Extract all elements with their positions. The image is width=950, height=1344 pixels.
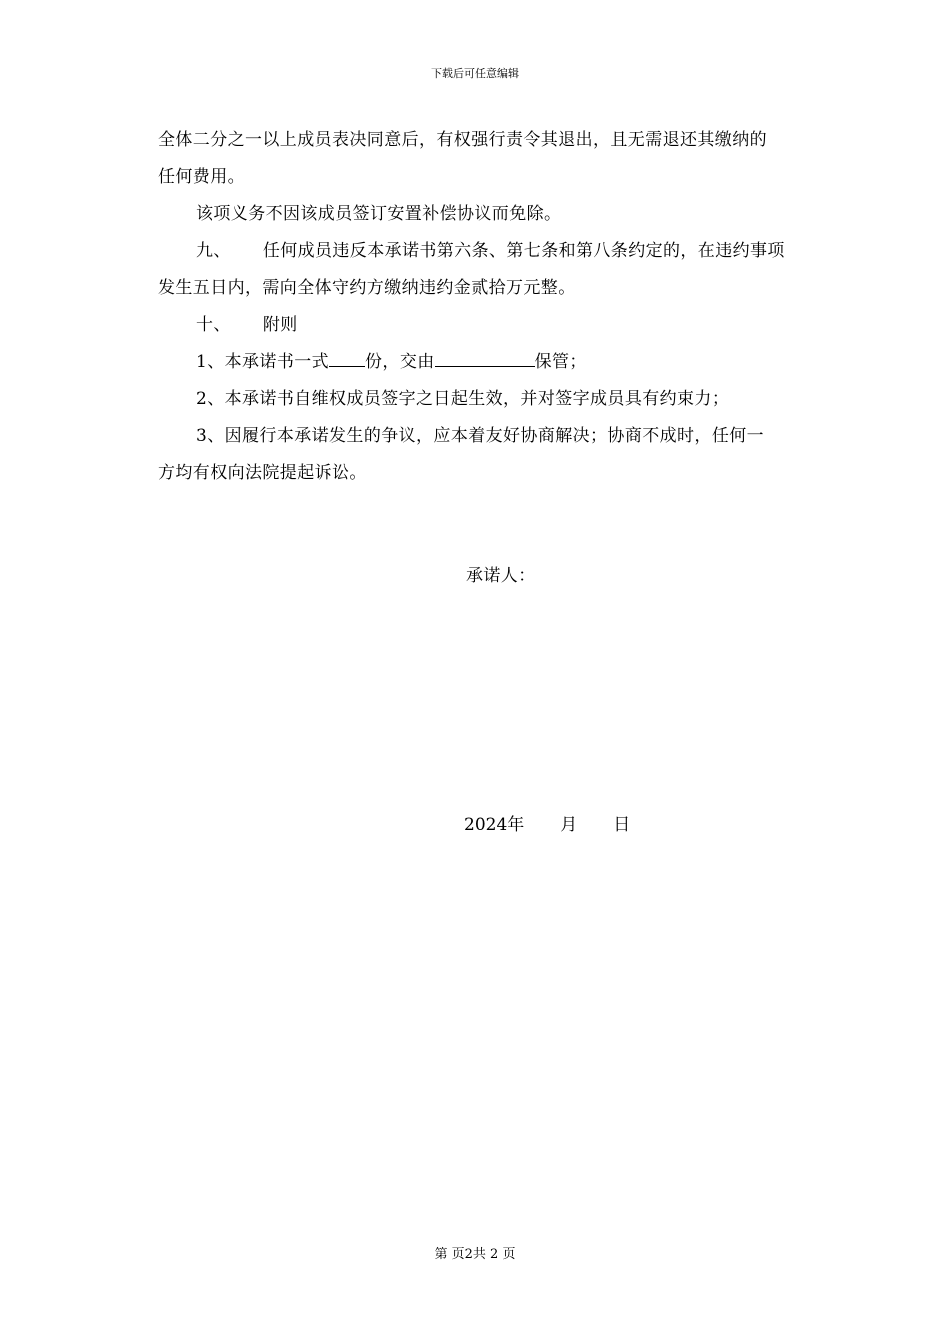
date-line	[464, 813, 630, 837]
paragraph-line: 该项义务不因该成员签订安置补偿协议而免除。	[196, 204, 562, 224]
clause-title: 附则	[262, 315, 298, 335]
date-day: 日	[613, 815, 631, 835]
item-text: 保管；	[534, 352, 587, 372]
paragraph-line: 全体二分之一以上成员表决同意后，有权强行责令其退出，且无需退还其缴纳的	[158, 130, 767, 150]
date-month: 月	[560, 815, 578, 835]
paragraph-line: 任何费用。	[158, 167, 245, 187]
clause-ten	[158, 307, 842, 344]
appendix-item-3: 3、因履行本承诺发生的争议，应本着友好协商解决；协商不成时，任何一	[196, 426, 765, 446]
item-text: 1、本承诺书一式	[196, 352, 330, 372]
copies-blank	[329, 348, 365, 367]
paragraph-line: 方均有权向法院提起诉讼。	[158, 463, 367, 483]
custodian-blank	[435, 348, 535, 367]
page-header: 下载后可任意编辑	[431, 67, 519, 80]
clause-text: 任何成员违反本承诺书第六条、第七条和第八条约定的，在违约事项	[262, 241, 785, 261]
clause-nine	[158, 233, 842, 270]
signature-label: 承诺人：	[466, 566, 536, 586]
clause-number: 十、	[196, 315, 231, 335]
document-body	[158, 122, 842, 492]
paragraph-line: 发生五日内，需向全体守约方缴纳违约金贰拾万元整。	[158, 278, 576, 298]
item-text: 份，交由	[365, 352, 435, 372]
appendix-item-2: 2、本承诺书自维权成员签字之日起生效，并对签字成员具有约束力；	[196, 389, 730, 409]
page-footer: 第 页2共 2 页	[434, 1247, 516, 1262]
appendix-item-1	[158, 344, 842, 381]
clause-number: 九、	[196, 241, 231, 261]
date-year: 2024年	[464, 815, 525, 835]
